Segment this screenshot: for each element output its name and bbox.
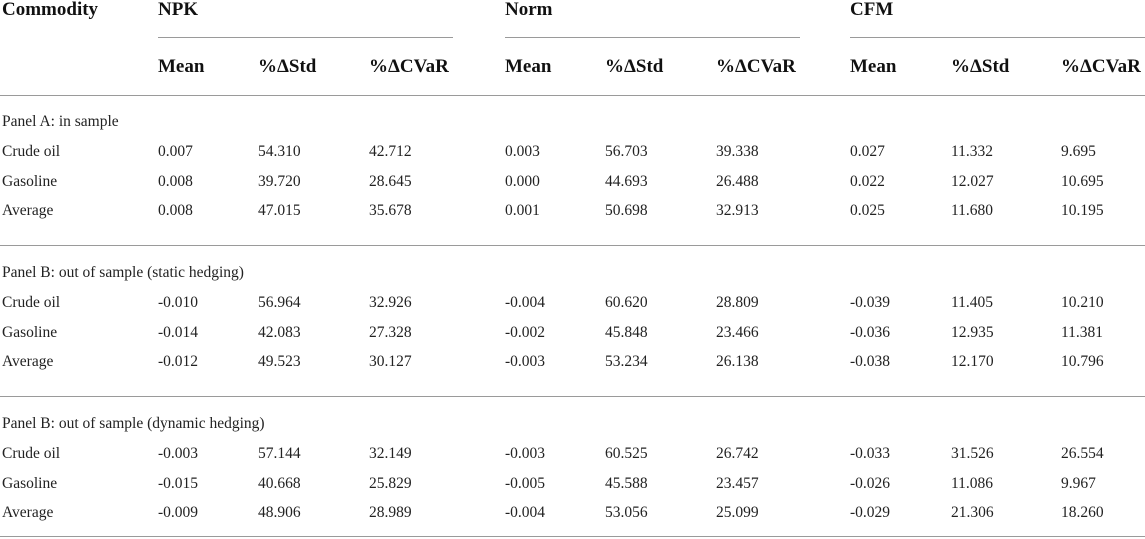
cell-value: 0.022 xyxy=(850,173,885,190)
cell-value: -0.010 xyxy=(158,294,199,311)
cell-value: 42.083 xyxy=(258,324,301,341)
cell-value: 11.405 xyxy=(951,294,994,311)
cell-value: 44.693 xyxy=(605,173,648,190)
subheader-norm-cvar: %ΔCVaR xyxy=(716,56,796,77)
cell-value: 32.926 xyxy=(369,294,412,311)
cell-value: -0.003 xyxy=(158,445,199,462)
header-group-norm: Norm xyxy=(505,0,553,20)
cell-value: 30.127 xyxy=(369,353,412,370)
subheader-cfm-cvar: %ΔCVaR xyxy=(1061,56,1141,77)
subheader-cfm-mean: Mean xyxy=(850,56,897,77)
cell-value: -0.004 xyxy=(505,294,546,311)
cell-value: -0.036 xyxy=(850,324,891,341)
subheader-npk-std: %ΔStd xyxy=(258,56,317,77)
header-group-cfm: CFM xyxy=(850,0,894,20)
cell-value: 45.588 xyxy=(605,475,648,492)
panel-title: Panel A: in sample xyxy=(2,113,119,130)
cell-value: 21.306 xyxy=(951,504,994,521)
cell-value: -0.004 xyxy=(505,504,546,521)
subheader-npk-cvar: %ΔCVaR xyxy=(369,56,449,77)
cell-value: 45.848 xyxy=(605,324,648,341)
panel-title: Panel B: out of sample (static hedging) xyxy=(2,264,244,281)
cell-value: 12.935 xyxy=(951,324,994,341)
cell-value: 12.027 xyxy=(951,173,994,190)
cell-value: -0.014 xyxy=(158,324,199,341)
cell-value: 50.698 xyxy=(605,202,648,219)
cell-value: 12.170 xyxy=(951,353,994,370)
cell-value: 28.809 xyxy=(716,294,759,311)
row-label: Average xyxy=(2,202,54,219)
cell-value: 27.328 xyxy=(369,324,412,341)
cell-value: -0.009 xyxy=(158,504,199,521)
subheader-npk-mean: Mean xyxy=(158,56,205,77)
cell-value: -0.029 xyxy=(850,504,891,521)
cell-value: 54.310 xyxy=(258,143,301,160)
cell-value: 26.138 xyxy=(716,353,759,370)
cell-value: 0.008 xyxy=(158,173,193,190)
subheader-cfm-std: %ΔStd xyxy=(951,56,1010,77)
cell-value: 26.554 xyxy=(1061,445,1104,462)
cell-value: 60.620 xyxy=(605,294,648,311)
cell-value: 0.027 xyxy=(850,143,885,160)
header-rule xyxy=(0,95,1145,96)
cell-value: 25.829 xyxy=(369,475,412,492)
group-rule-norm xyxy=(505,37,800,38)
cell-value: 28.989 xyxy=(369,504,412,521)
cell-value: 0.003 xyxy=(505,143,540,160)
group-rule-cfm xyxy=(850,37,1145,38)
cell-value: 11.680 xyxy=(951,202,994,219)
cell-value: 42.712 xyxy=(369,143,412,160)
cell-value: 0.000 xyxy=(505,173,540,190)
cell-value: 10.796 xyxy=(1061,353,1104,370)
cell-value: 9.695 xyxy=(1061,143,1096,160)
row-label: Average xyxy=(2,353,54,370)
cell-value: -0.003 xyxy=(505,353,546,370)
cell-value: 9.967 xyxy=(1061,475,1096,492)
cell-value: 32.149 xyxy=(369,445,412,462)
cell-value: 0.025 xyxy=(850,202,885,219)
cell-value: 32.913 xyxy=(716,202,759,219)
row-label: Crude oil xyxy=(2,143,61,160)
cell-value: 0.008 xyxy=(158,202,193,219)
cell-value: 49.523 xyxy=(258,353,301,370)
cell-value: 56.703 xyxy=(605,143,648,160)
group-rule-npk xyxy=(158,37,453,38)
cell-value: 18.260 xyxy=(1061,504,1104,521)
cell-value: 35.678 xyxy=(369,202,412,219)
cell-value: -0.003 xyxy=(505,445,546,462)
cell-value: 53.234 xyxy=(605,353,648,370)
cell-value: 53.056 xyxy=(605,504,648,521)
cell-value: -0.005 xyxy=(505,475,546,492)
row-label: Gasoline xyxy=(2,173,58,190)
cell-value: 60.525 xyxy=(605,445,648,462)
cell-value: -0.002 xyxy=(505,324,546,341)
cell-value: -0.038 xyxy=(850,353,891,370)
cell-value: 39.338 xyxy=(716,143,759,160)
cell-value: 28.645 xyxy=(369,173,412,190)
cell-value: 39.720 xyxy=(258,173,301,190)
header-group-npk: NPK xyxy=(158,0,199,20)
cell-value: 10.695 xyxy=(1061,173,1104,190)
header-commodity: Commodity xyxy=(2,0,99,20)
cell-value: -0.033 xyxy=(850,445,891,462)
panel-title: Panel B: out of sample (dynamic hedging) xyxy=(2,415,265,432)
cell-value: 26.742 xyxy=(716,445,759,462)
row-label: Gasoline xyxy=(2,475,58,492)
panel-rule xyxy=(0,245,1145,246)
cell-value: 11.086 xyxy=(951,475,994,492)
cell-value: 23.457 xyxy=(716,475,759,492)
cell-value: 48.906 xyxy=(258,504,301,521)
row-label: Crude oil xyxy=(2,294,61,311)
cell-value: 11.332 xyxy=(951,143,994,160)
cell-value: 0.001 xyxy=(505,202,540,219)
row-label: Gasoline xyxy=(2,324,58,341)
cell-value: 0.007 xyxy=(158,143,193,160)
cell-value: 10.210 xyxy=(1061,294,1104,311)
cell-value: 26.488 xyxy=(716,173,759,190)
panel-rule xyxy=(0,396,1145,397)
subheader-norm-std: %ΔStd xyxy=(605,56,664,77)
table-bottom-rule xyxy=(0,536,1145,537)
cell-value: 47.015 xyxy=(258,202,301,219)
row-label: Average xyxy=(2,504,54,521)
cell-value: 25.099 xyxy=(716,504,759,521)
cell-value: 11.381 xyxy=(1061,324,1104,341)
row-label: Crude oil xyxy=(2,445,61,462)
cell-value: 40.668 xyxy=(258,475,301,492)
subheader-norm-mean: Mean xyxy=(505,56,552,77)
cell-value: -0.039 xyxy=(850,294,891,311)
cell-value: 10.195 xyxy=(1061,202,1104,219)
cell-value: -0.012 xyxy=(158,353,199,370)
cell-value: 23.466 xyxy=(716,324,759,341)
cell-value: -0.026 xyxy=(850,475,891,492)
cell-value: 31.526 xyxy=(951,445,994,462)
cell-value: 57.144 xyxy=(258,445,301,462)
cell-value: 56.964 xyxy=(258,294,301,311)
cell-value: -0.015 xyxy=(158,475,199,492)
